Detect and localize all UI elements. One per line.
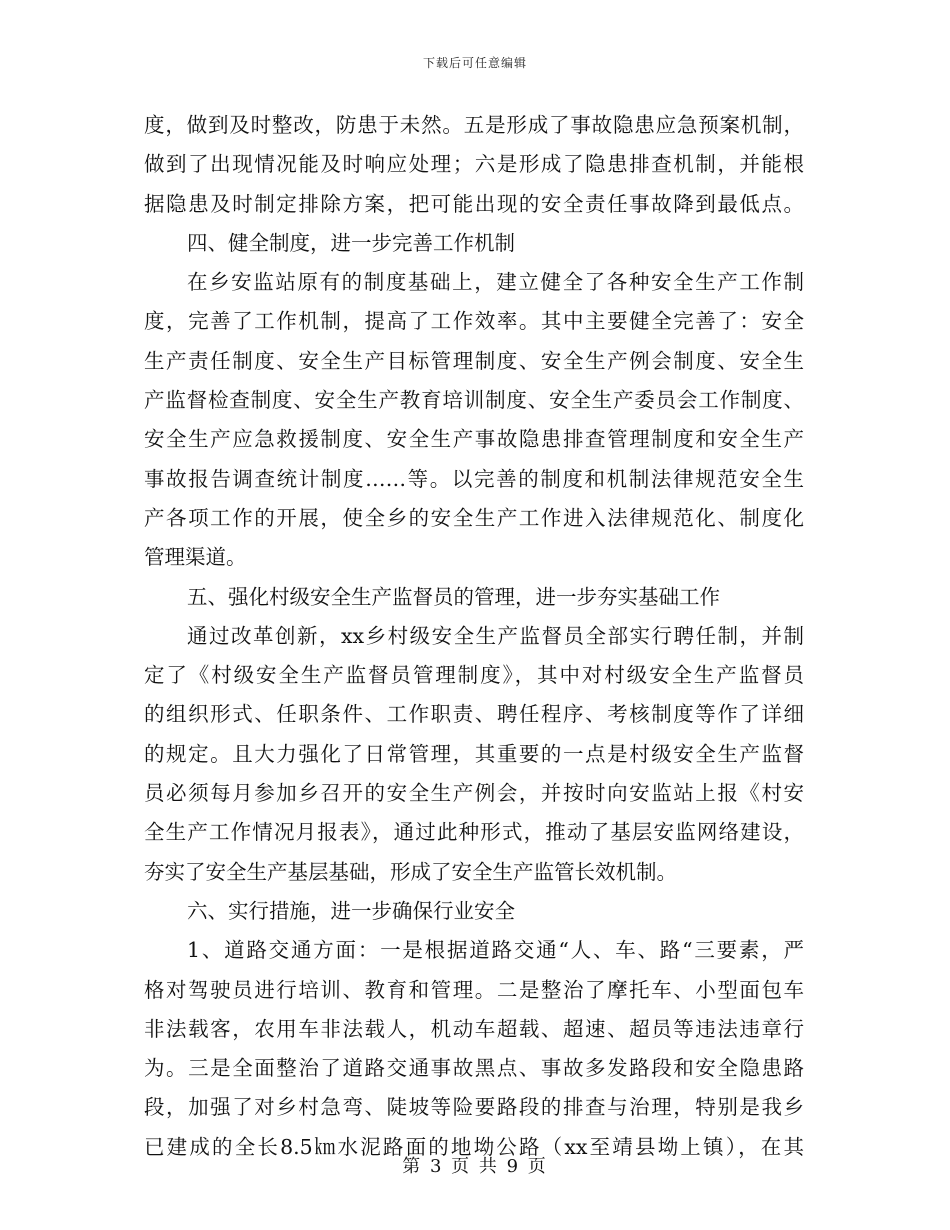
- paragraph-line: 的规定。且大力强化了日常管理，其重要的一点是村级安全生产监督: [144, 741, 804, 766]
- paragraph-line: 夯实了安全生产基层基础，形成了安全生产监管长效机制。: [144, 859, 677, 884]
- paragraph-line: 度，完善了工作机制，提高了工作效率。其中主要健全完善了：安全: [144, 309, 804, 334]
- paragraph-line: 格对驾驶员进行培训、教育和管理。二是整治了摩托车、小型面包车: [144, 977, 804, 1002]
- paragraph-line: 员必须每月参加乡召开的安全生产例会，并按时向安监站上报《村安: [144, 781, 804, 806]
- paragraph-line: 通过改革创新，xx乡村级安全生产监督员全部实行聘任制，并制: [187, 623, 804, 648]
- paragraph-line: 安全生产应急救援制度、安全生产事故隐患排查管理制度和安全生产: [144, 427, 804, 452]
- paragraph-line: 度，做到及时整改，防患于未然。五是形成了事故隐患应急预案机制，: [144, 113, 804, 137]
- paragraph-line: 已建成的全长8.5㎞水泥路面的地坳公路（xx至靖县坳上镇），在其: [144, 1134, 804, 1159]
- paragraph-line: 为。三是全面整治了道路交通事故黑点、事故多发路段和安全隐患路: [144, 1056, 804, 1081]
- paragraph-line: 生产责任制度、安全生产目标管理制度、安全生产例会制度、安全生: [144, 348, 804, 373]
- document-body: [144, 106, 804, 1167]
- paragraph-line: 的组织形式、任职条件、工作职责、聘任程序、考核制度等作了详细: [144, 702, 804, 727]
- paragraph-line: 做到了出现情况能及时响应处理；六是形成了隐患排查机制，并能根: [144, 152, 804, 177]
- section-heading: 四、健全制度，进一步完善工作机制: [187, 230, 515, 255]
- paragraph-line: 段，加强了对乡村急弯、陡坡等险要路段的排查与治理，特别是我乡: [144, 1095, 804, 1120]
- paragraph-line: 管理渠道。: [144, 545, 247, 570]
- paragraph-line: 事故报告调查统计制度……等。以完善的制度和机制法律规范安全生: [144, 466, 804, 491]
- section-heading: 六、实行措施，进一步确保行业安全: [187, 898, 515, 923]
- paragraph-line: 产各项工作的开展，使全乡的安全生产工作进入法律规范化、制度化: [144, 505, 804, 530]
- paragraph-line: 在乡安监站原有的制度基础上，建立健全了各种安全生产工作制: [187, 270, 804, 295]
- page-header: 下载后可任意编辑: [422, 56, 527, 70]
- paragraph-line: 产监督检查制度、安全生产教育培训制度、安全生产委员会工作制度、: [144, 388, 804, 413]
- paragraph-line: 全生产工作情况月报表》，通过此种形式，推动了基层安监网络建设，: [144, 820, 804, 845]
- paragraph-line: 1、道路交通方面：一是根据道路交通“人、车、路“三要素，严: [187, 938, 804, 963]
- page-number: 第 3 页 共 9 页: [402, 1156, 548, 1177]
- paragraph-line: 非法载客，农用车非法载人，机动车超载、超速、超员等违法违章行: [144, 1016, 804, 1041]
- paragraph-line: 据隐患及时制定排除方案，把可能出现的安全责任事故降到最低点。: [144, 191, 804, 216]
- section-heading: 五、强化村级安全生产监督员的管理，进一步夯实基础工作: [187, 584, 720, 609]
- paragraph-line: 定了《村级安全生产监督员管理制度》，其中对村级安全生产监督员: [144, 663, 804, 688]
